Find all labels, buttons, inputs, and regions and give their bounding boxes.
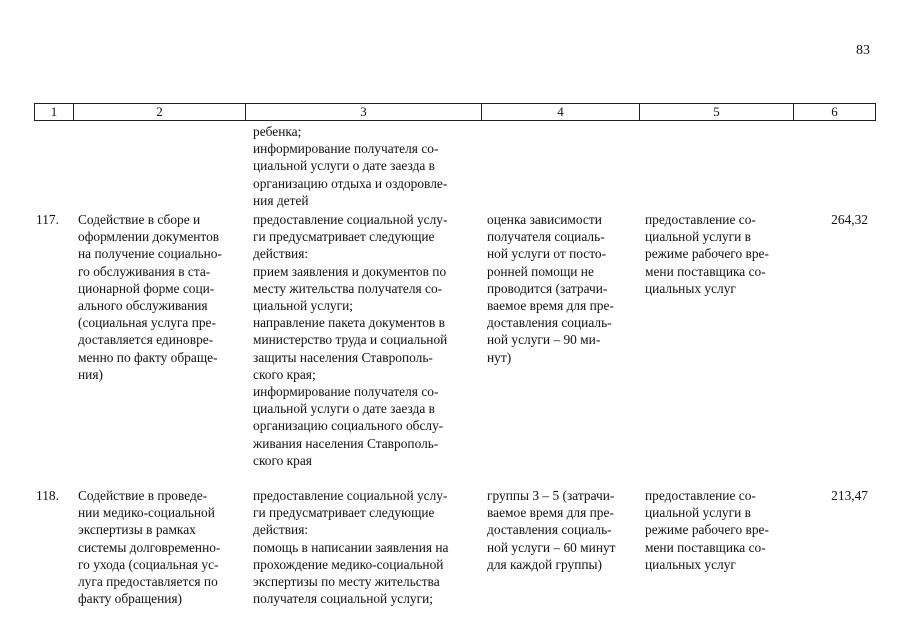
text-line: для каждой группы) <box>487 556 603 572</box>
text-line: го ухода (социальная ус- <box>78 556 219 572</box>
text-line: экспертизы по месту жительства <box>253 574 440 590</box>
text-line: Содействие в сборе и <box>78 212 201 227</box>
text-line: циальной услуги о дате заезда в <box>253 401 435 417</box>
service-volume <box>487 487 637 573</box>
header-col-6: 6 <box>794 104 876 120</box>
text-line: системы долговременно- <box>78 539 221 555</box>
text-line: ребенка; <box>253 124 302 139</box>
text-line: режиме рабочего вре- <box>645 522 769 538</box>
text-line: ского края <box>253 452 312 468</box>
text-line: месту жительства получателя со- <box>253 280 443 296</box>
text-line: ального обслуживания <box>78 298 208 314</box>
text-line: нии медико-социальной <box>78 505 215 521</box>
text-line: экспертизы в рамках <box>78 522 196 538</box>
text-line: организацию отдыха и оздоровле- <box>253 175 448 191</box>
text-line: доставления социаль- <box>487 522 612 538</box>
service-volume <box>487 211 637 366</box>
text-line: (социальная услуга пре- <box>78 315 216 331</box>
text-line: получателя социальной услуги; <box>253 591 433 607</box>
service-terms <box>645 487 785 573</box>
header-col-5: 5 <box>640 104 794 120</box>
header-col-4: 4 <box>482 104 640 120</box>
service-content <box>253 211 479 469</box>
text-line: информирование получателя со- <box>253 384 439 400</box>
text-line: проводится (затрачи- <box>487 280 608 296</box>
row-number: 117. <box>36 212 59 227</box>
text-line: доставления социаль- <box>487 315 612 331</box>
service-tariff: 264,32 <box>831 212 868 227</box>
text-line: оформлении документов <box>78 229 220 245</box>
text-line: ной услуги – 60 минут <box>487 539 616 555</box>
text-line: защиты населения Ставрополь- <box>253 349 433 365</box>
text-line: Содействие в проведе- <box>78 488 208 503</box>
text-line: ского края; <box>253 366 316 382</box>
text-line: ния) <box>78 366 103 382</box>
continuation-col3 <box>253 123 479 209</box>
text-line: группы 3 – 5 (затрачи- <box>487 488 615 503</box>
text-line: министерство труда и социальной <box>253 332 448 348</box>
service-content <box>253 487 479 607</box>
text-line: получателя социаль- <box>487 229 605 245</box>
header-col-3: 3 <box>246 104 482 120</box>
text-line: факту обращения) <box>78 591 183 607</box>
text-line: действия: <box>253 246 309 262</box>
service-name <box>78 487 246 607</box>
page-number: 83 <box>856 43 870 58</box>
text-line: действия: <box>253 522 309 538</box>
row-number: 118. <box>36 488 59 503</box>
text-line: мени поставщика со- <box>645 539 766 555</box>
text-line: ной услуги – 90 ми- <box>487 332 601 348</box>
text-line: предоставление со- <box>645 212 756 227</box>
text-line: циальных услуг <box>645 556 736 572</box>
text-line: ной услуги от посто- <box>487 246 607 262</box>
text-line: предоставление социальной услу- <box>253 488 448 503</box>
service-name <box>78 211 246 383</box>
text-line: ваемое время для пре- <box>487 505 614 521</box>
text-line: ваемое время для пре- <box>487 298 614 314</box>
text-line: циальных услуг <box>645 280 736 296</box>
text-line: прохождение медико-социальной <box>253 556 444 572</box>
text-line: режиме рабочего вре- <box>645 246 769 262</box>
text-line: нут) <box>487 349 512 365</box>
header-col-2: 2 <box>74 104 246 120</box>
text-line: мени поставщика со- <box>645 263 766 279</box>
text-line: предоставление социальной услу- <box>253 212 448 227</box>
service-tariff: 213,47 <box>831 488 868 503</box>
text-line: организацию социального обслу- <box>253 418 444 434</box>
text-line: ги предусматривает следующие <box>253 505 435 521</box>
text-line: луга предоставляется по <box>78 574 218 590</box>
table-header-row <box>34 103 876 121</box>
text-line: информирование получателя со- <box>253 141 439 157</box>
text-line: на получение социально- <box>78 246 222 262</box>
text-line: циальной услуги в <box>645 505 751 521</box>
text-line: циальной услуги о дате заезда в <box>253 158 435 174</box>
text-line: доставляется единовре- <box>78 332 214 348</box>
text-line: менно по факту обраще- <box>78 349 218 365</box>
text-line: циальной услуги в <box>645 229 751 245</box>
text-line: ния детей <box>253 192 309 208</box>
text-line: направление пакета документов в <box>253 315 445 331</box>
header-col-1: 1 <box>34 104 74 120</box>
text-line: ги предусматривает следующие <box>253 229 435 245</box>
service-terms <box>645 211 785 297</box>
text-line: оценка зависимости <box>487 212 602 227</box>
text-line: предоставление со- <box>645 488 756 503</box>
text-line: го обслуживания в ста- <box>78 263 211 279</box>
text-line: прием заявления и документов по <box>253 263 447 279</box>
text-line: ционарной форме соци- <box>78 280 215 296</box>
text-line: циальной услуги; <box>253 298 353 314</box>
text-line: ронней помощи не <box>487 263 594 279</box>
text-line: помощь в написании заявления на <box>253 539 449 555</box>
text-line: живания населения Ставрополь- <box>253 435 439 451</box>
